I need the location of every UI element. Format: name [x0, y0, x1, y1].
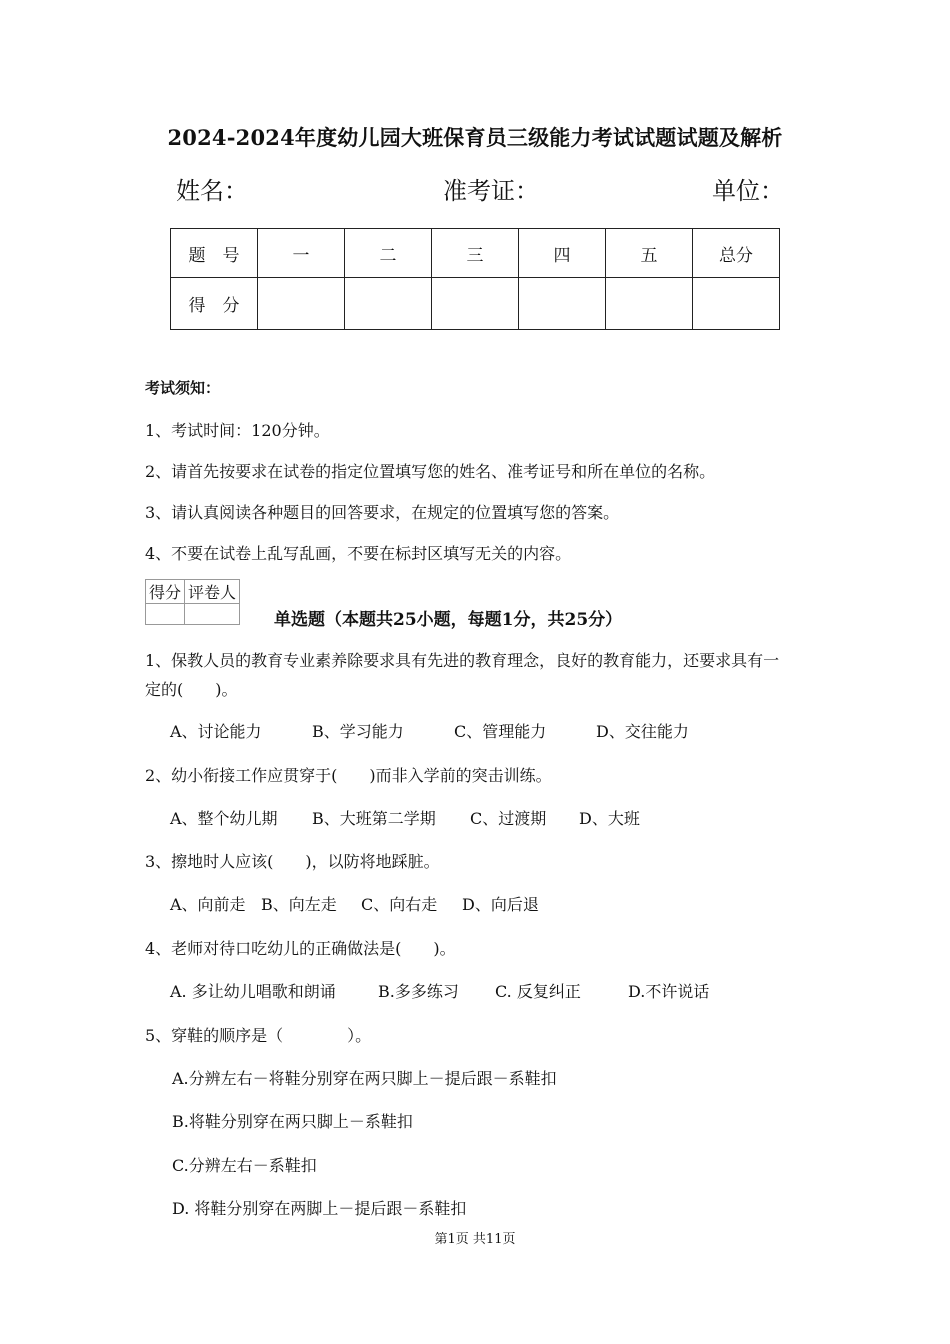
answer-option[interactable]: B、大班第二学期 — [312, 809, 436, 828]
grader-score-cell[interactable] — [146, 604, 185, 625]
question-stem-continued: 定的( )。 — [145, 680, 238, 699]
score-table-header-cell: 总分 — [693, 229, 780, 278]
notice-item: 2、请首先按要求在试卷的指定位置填写您的姓名、准考证号和所在单位的名称。 — [145, 462, 716, 481]
exam-id-field-label: 准考证： — [443, 177, 539, 205]
answer-option[interactable]: C、管理能力 — [454, 722, 547, 741]
score-table-header-cell: 五 — [606, 229, 693, 278]
grader-name-cell[interactable] — [185, 604, 240, 625]
question-stem: 4、老师对待口吃幼儿的正确做法是( )。 — [145, 939, 456, 958]
answer-option[interactable]: A. 多让幼儿唱歌和朗诵 — [170, 982, 336, 1001]
answer-option[interactable]: D、大班 — [579, 809, 640, 828]
answer-option[interactable]: A、整个幼儿期 — [170, 809, 278, 828]
question-stem: 2、幼小衔接工作应贯穿于( )而非入学前的突击训练。 — [145, 766, 552, 785]
question-stem: 3、擦地时人应该( )，以防将地踩脏。 — [145, 852, 440, 871]
answer-option[interactable]: B、向左走 — [261, 895, 337, 914]
grader-box — [145, 579, 240, 625]
score-cell[interactable] — [345, 278, 432, 330]
answer-option[interactable]: A、向前走 — [170, 895, 246, 914]
answer-option[interactable]: D、向后退 — [462, 895, 539, 914]
question-stem: 5、穿鞋的顺序是（ ）。 — [145, 1026, 372, 1045]
score-table-header-cell: 三 — [432, 229, 519, 278]
score-cell[interactable] — [258, 278, 345, 330]
grader-name-label: 评卷人 — [185, 580, 240, 604]
grader-score-label: 得分 — [146, 580, 185, 604]
score-table-score-row — [171, 278, 780, 330]
question-stem: 1、保教人员的教育专业素养除要求具有先进的教育理念，良好的教育能力，还要求具有一 — [145, 651, 780, 670]
answer-option[interactable]: A.分辨左右－将鞋分别穿在两只脚上－提后跟－系鞋扣 — [172, 1069, 557, 1088]
notice-item: 3、请认真阅读各种题目的回答要求，在规定的位置填写您的答案。 — [145, 503, 620, 522]
score-cell[interactable] — [693, 278, 780, 330]
document-title: 2024-2024年度幼儿园大班保育员三级能力考试试题试题及解析 — [167, 125, 783, 150]
answer-option[interactable]: A、讨论能力 — [170, 722, 262, 741]
section-title: 单选题（本题共25小题，每题1分，共25分） — [274, 610, 623, 630]
answer-option[interactable]: C、向右走 — [361, 895, 438, 914]
answer-option[interactable]: D.不许说话 — [628, 982, 710, 1001]
score-table — [170, 228, 780, 330]
unit-field-label: 单位： — [712, 177, 784, 205]
score-table-header-cell: 题 号 — [171, 229, 258, 278]
score-table-header-row — [171, 229, 780, 278]
notice-heading: 考试须知： — [145, 379, 221, 397]
page-footer: 第1页 共11页 — [434, 1232, 516, 1247]
score-table-header-cell: 四 — [519, 229, 606, 278]
notice-item: 4、不要在试卷上乱写乱画，不要在标封区填写无关的内容。 — [145, 544, 572, 563]
answer-option[interactable]: B.将鞋分别穿在两只脚上－系鞋扣 — [172, 1112, 413, 1131]
answer-option[interactable]: C. 反复纠正 — [495, 982, 581, 1001]
answer-option[interactable]: C、过渡期 — [470, 809, 547, 828]
score-cell[interactable] — [606, 278, 693, 330]
score-cell[interactable] — [519, 278, 606, 330]
score-table-header-cell: 二 — [345, 229, 432, 278]
answer-option[interactable]: D、交往能力 — [596, 722, 689, 741]
answer-option[interactable]: D. 将鞋分别穿在两脚上－提后跟－系鞋扣 — [172, 1199, 467, 1218]
notice-item: 1、考试时间：120分钟。 — [145, 421, 330, 440]
score-cell[interactable] — [432, 278, 519, 330]
score-table-header-cell: 一 — [258, 229, 345, 278]
answer-option[interactable]: B、学习能力 — [312, 722, 404, 741]
score-row-label: 得 分 — [171, 278, 258, 330]
answer-option[interactable]: C.分辨左右－系鞋扣 — [172, 1156, 317, 1175]
name-field-label: 姓名： — [176, 177, 248, 205]
answer-option[interactable]: B.多多练习 — [378, 982, 459, 1001]
